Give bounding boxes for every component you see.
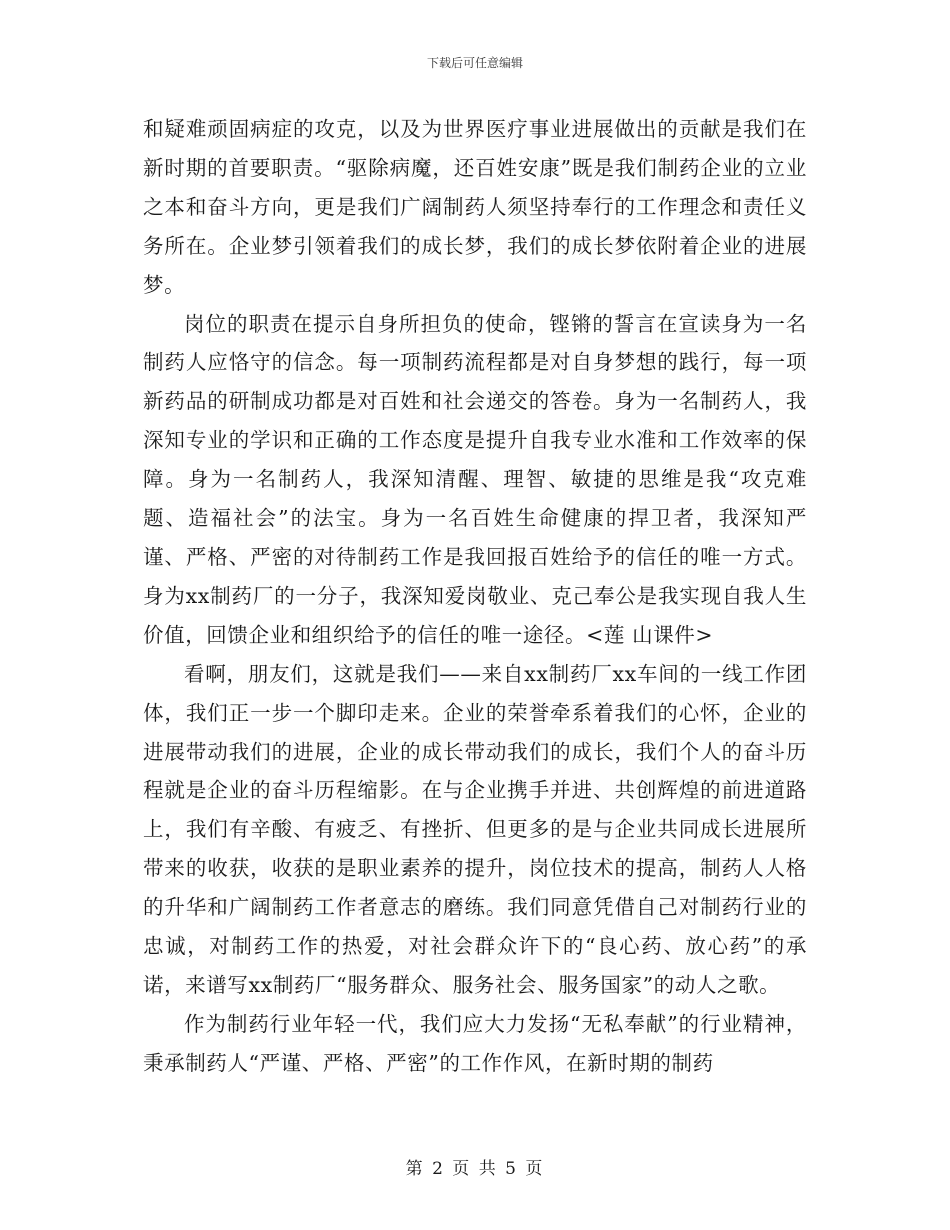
page-header: 下载后可任意编辑	[426, 56, 523, 70]
paragraph-3: 看啊，朋友们，这就是我们——来自xx制药厂xx车间的一线工作团体，我们正一步一个脚印走来。企业的荣誉牵系着我们的心怀，企业的进展带动我们的进展，企业的成长带动我们的成长，我们个人的奋斗历程就是企业的奋斗历程缩影。在与企业携手并进、共创辉煌的前进道路上，我们有辛酸、有疲乏、有挫折、但更多的是与企业共同成长进展所带来的收获，收获的是职业素养的提升，岗位技术的提高，制药人人格的升华和广阔制药工作者意志的磨练。我们同意凭借自己对制药行业的忠诚，对制药工作的热爱，对社会群众许下的“良心药、放心药”的承诺，来谱写xx制药厂“服务群众、服务社会、服务国家”的动人之歌。	[143, 661, 807, 997]
body-text	[143, 110, 807, 1083]
paragraph-4: 作为制药行业年轻一代，我们应大力发扬“无私奉献”的行业精神，秉承制药人“严谨、严格、严密”的工作作风，在新时期的制药	[143, 1011, 807, 1075]
paragraph-2: 岗位的职责在提示自身所担负的使命，铿锵的誓言在宣读身为一名制药人应恪守的信念。每一项制药流程都是对自身梦想的践行，每一项新药品的研制成功都是对百姓和社会递交的答卷。身为一名制药人，我深知专业的学识和正确的工作态度是提升自我专业水准和工作效率的保障。身为一名制药人，我深知清醒、理智、敏捷的思维是我“攻克难题、造福社会”的法宝。身为一名百姓生命健康的捍卫者，我深知严谨、严格、严密的对待制药工作是我回报百姓给予的信任的唯一方式。身为xx制药厂的一分子，我深知爱岗敬业、克己奉公是我实现自我人生价值，回馈企业和组织给予的信任的唯一途径。<莲 山课件>	[143, 311, 807, 647]
page-footer: 第 2 页 共 5 页	[405, 1159, 545, 1179]
paragraph-1: 和疑难顽固病症的攻克，以及为世界医疗事业进展做出的贡献是我们在新时期的首要职责。“驱除病魔，还百姓安康”既是我们制药企业的立业之本和奋斗方向，更是我们广阔制药人须坚持奉行的工作理念和责任义务所在。企业梦引领着我们的成长梦，我们的成长梦依附着企业的进展梦。	[143, 117, 807, 297]
